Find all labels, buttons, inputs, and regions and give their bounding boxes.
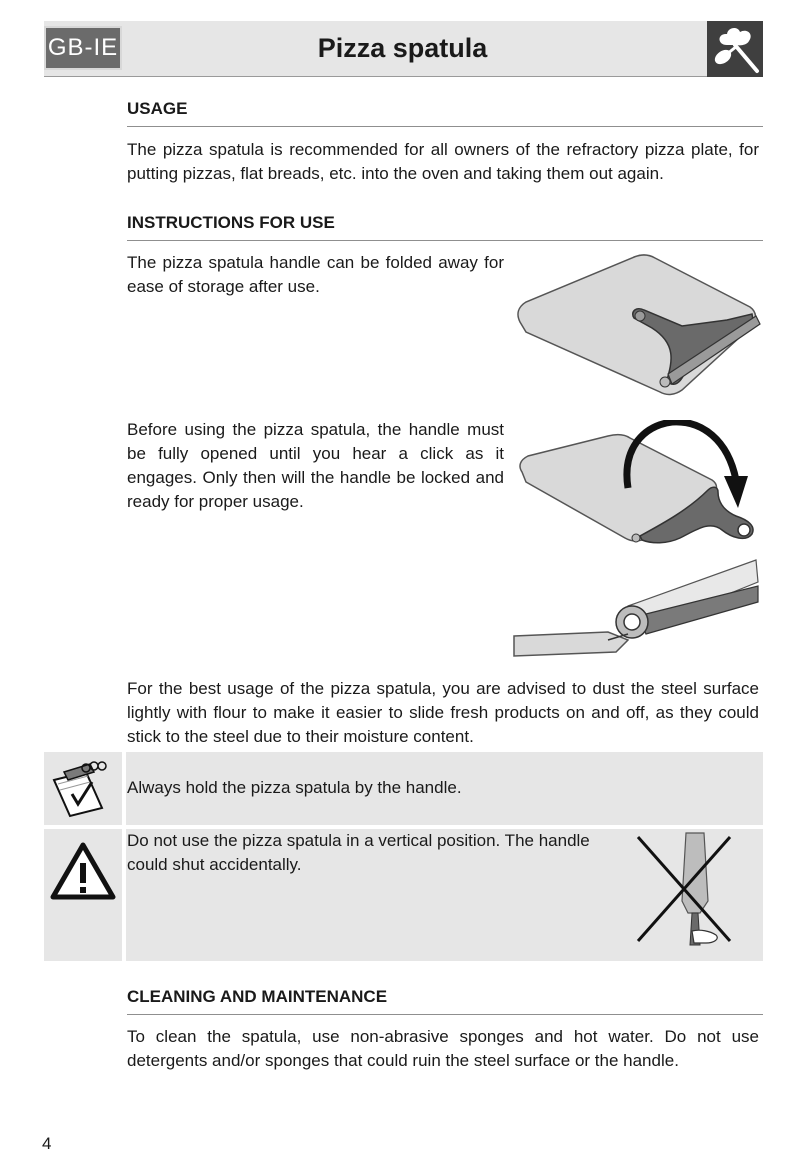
cleaning-text: To clean the spatula, use non-abrasive sponges and hot water. Do not use detergents and/or sponges that could ruin the steel surface or the handle. [127, 1027, 759, 1070]
note-icon-column [44, 752, 126, 825]
cleaning-heading: CLEANING AND MAINTENANCE [127, 987, 763, 1015]
spatula-opening-illustration [512, 420, 764, 550]
page-number: 4 [42, 1134, 52, 1153]
vertical-spatula-crossed-illustration [634, 831, 734, 957]
page-title: Pizza spatula [317, 32, 488, 63]
notepad-pencil-icon [50, 758, 114, 818]
spatula-hinge-closeup-illustration [512, 556, 764, 660]
instructions-para-3: For the best usage of the pizza spatula, you are advised to dust the steel surface lightly with flour to make it easier to slide fresh products on and off, as they could stick to the steel due to their moisture content. [127, 679, 759, 746]
spatula-folded-illustration [512, 252, 764, 397]
usage-heading: USAGE [127, 99, 763, 127]
chef-hat-spoon-icon [707, 21, 763, 77]
usage-text: The pizza spatula is recommended for all owners of the refractory pizza plate, for putting pizzas, flat breads, etc. into the oven and taking them out again. [127, 140, 759, 183]
warning-text: Do not use the pizza spatula in a vertical position. The handle could shut accidentally. [127, 831, 590, 874]
note-text: Always hold the pizza spatula by the handle. [127, 778, 462, 797]
note-band [44, 752, 763, 825]
warning-icon-column [44, 829, 126, 961]
warning-triangle-icon [50, 841, 116, 901]
instructions-heading: INSTRUCTIONS FOR USE [127, 213, 763, 241]
warning-band [44, 829, 763, 961]
language-badge: GB-IE [44, 26, 122, 70]
instructions-para-2: Before using the pizza spatula, the handle must be fully opened until you hear a click as it engages. Only then will the handle be locked and ready for proper usage. [127, 420, 504, 511]
instructions-para-1: The pizza spatula handle can be folded away for ease of storage after use. [127, 253, 504, 296]
